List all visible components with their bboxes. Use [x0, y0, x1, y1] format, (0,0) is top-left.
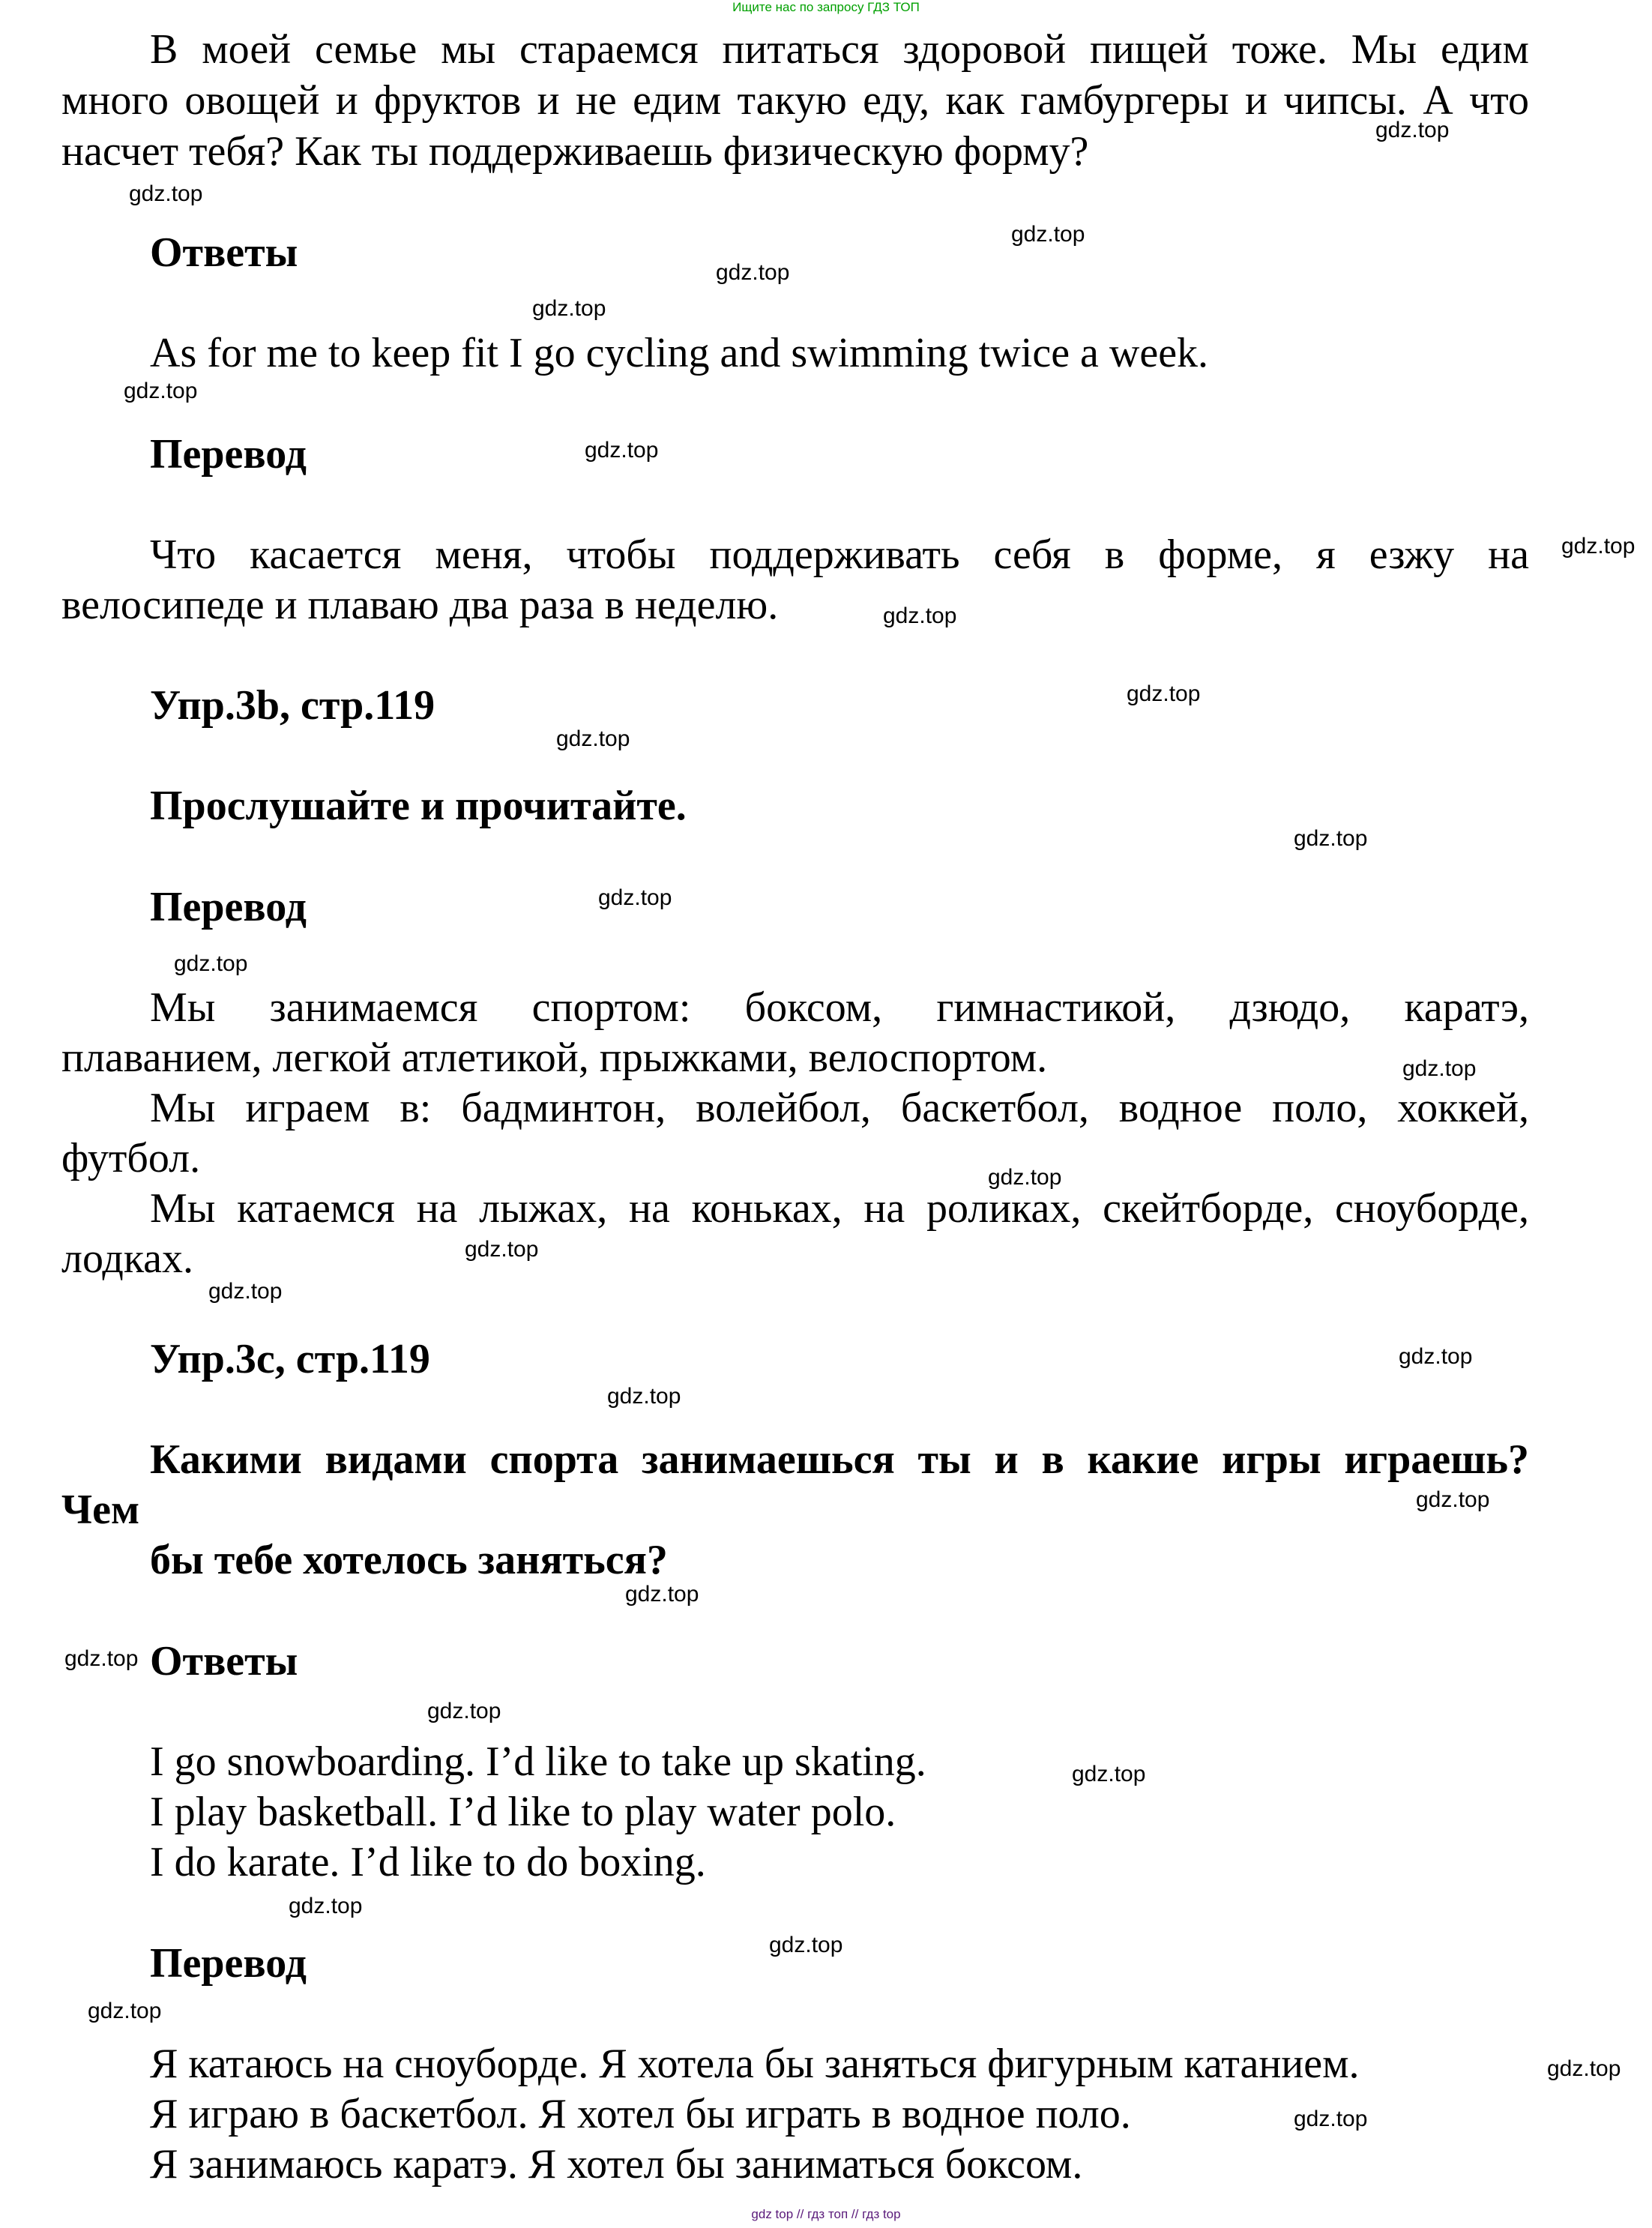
exercise-3b-p3-line1: Мы катаемся на лыжах, на коньках, на роликах, скейтборде, сноуборде, — [150, 1185, 1529, 1232]
watermark: gdz.top — [427, 1699, 501, 1723]
exercise-3b-instruction: Прослушайте и прочитайте. — [150, 783, 687, 829]
watermark: gdz.top — [1416, 1487, 1490, 1512]
watermark: gdz.top — [883, 603, 957, 628]
exercise-3b-p2-line2: футбол. — [61, 1135, 201, 1181]
translation-heading-1: Перевод — [150, 431, 307, 478]
translation-line-1: Что касается меня, чтобы поддерживать себя в форме, я езжу на — [150, 532, 1529, 578]
watermark: gdz.top — [1402, 1056, 1477, 1081]
answer-3c-1: I go snowboarding. I’d like to take up skating. — [150, 1738, 926, 1785]
watermark: gdz.top — [716, 260, 790, 285]
watermark: gdz.top — [1294, 826, 1368, 851]
exercise-3c-question-line2: Чем — [61, 1487, 140, 1533]
exercise-3b-p3-line2: лодках. — [61, 1235, 194, 1282]
exercise-3c-title: Упр.3c, стр.119 — [150, 1336, 430, 1382]
exercise-3c-question-line3: бы тебе хотелось заняться? — [150, 1537, 668, 1583]
watermark: gdz.top — [64, 1646, 139, 1671]
watermark: gdz.top — [1072, 1762, 1146, 1786]
watermark: gdz.top — [289, 1894, 363, 1918]
translation-line-2: велосипеде и плаваю два раза в неделю. — [61, 582, 779, 628]
watermark: gdz.top — [625, 1582, 699, 1607]
exercise-3c-question-line1: Какими видами спорта занимаешься ты и в какие игры играешь? — [150, 1436, 1529, 1483]
exercise-3b-p1-line2: плаванием, легкой атлетикой, прыжками, велоспортом. — [61, 1035, 1048, 1081]
watermark: gdz.top — [465, 1237, 539, 1262]
watermark: gdz.top — [1561, 534, 1636, 558]
watermark: gdz.top — [1399, 1344, 1473, 1369]
exercise-3b-p1-line1: Мы занимаемся спортом: боксом, гимнастикой, дзюдо, каратэ, — [150, 984, 1529, 1031]
answers-heading-3c: Ответы — [150, 1638, 298, 1684]
translation-3c-3: Я занимаюсь каратэ. Я хотел бы заниматься боксом. — [150, 2141, 1083, 2188]
watermark: gdz.top — [1294, 2107, 1368, 2131]
watermark: gdz.top — [129, 181, 203, 206]
watermark: gdz.top — [88, 1999, 162, 2023]
watermark: gdz.top — [532, 296, 606, 321]
answer-text-1: As for me to keep fit I go cycling and swimming twice a week. — [150, 330, 1209, 376]
watermark: gdz.top — [1127, 681, 1201, 706]
watermark: gdz.top — [174, 951, 248, 976]
translation-heading-3b: Перевод — [150, 884, 307, 930]
watermark: gdz.top — [124, 379, 198, 403]
exercise-3b-p2-line1: Мы играем в: бадминтон, волейбол, баскетбол, водное поло, хоккей, — [150, 1085, 1529, 1131]
watermark: gdz.top — [598, 885, 672, 910]
answer-3c-3: I do karate. I’d like to do boxing. — [150, 1839, 706, 1885]
watermark: gdz.top — [988, 1165, 1062, 1190]
watermark: gdz.top — [1547, 2056, 1621, 2081]
watermark: gdz.top — [769, 1933, 843, 1957]
watermark: gdz.top — [1375, 118, 1450, 142]
translation-3c-2: Я играю в баскетбол. Я хотел бы играть в водное поло. — [150, 2091, 1131, 2137]
header-note: Ищите нас по запросу ГДЗ ТОП — [732, 0, 920, 14]
intro-line-1: В моей семье мы стараемся питаться здоровой пищей тоже. Мы едим — [150, 26, 1529, 73]
watermark: gdz.top — [556, 726, 630, 751]
footer-note: gdz top // гдз топ // гдз top — [751, 2207, 901, 2221]
answers-heading-1: Ответы — [150, 229, 298, 276]
translation-3c-1: Я катаюсь на сноуборде. Я хотела бы заняться фигурным катанием. — [150, 2041, 1360, 2087]
intro-line-2: много овощей и фруктов и не едим такую еду, как гамбургеры и чипсы. А что — [61, 77, 1529, 124]
exercise-3b-title: Упр.3b, стр.119 — [150, 682, 435, 729]
intro-line-3: насчет тебя? Как ты поддерживаешь физическую форму? — [61, 128, 1089, 175]
watermark: gdz.top — [208, 1279, 283, 1304]
answer-3c-2: I play basketball. I’d like to play water polo. — [150, 1789, 896, 1835]
translation-heading-3c: Перевод — [150, 1940, 307, 1987]
watermark: gdz.top — [607, 1384, 681, 1409]
watermark: gdz.top — [585, 438, 659, 463]
watermark: gdz.top — [1011, 222, 1085, 247]
